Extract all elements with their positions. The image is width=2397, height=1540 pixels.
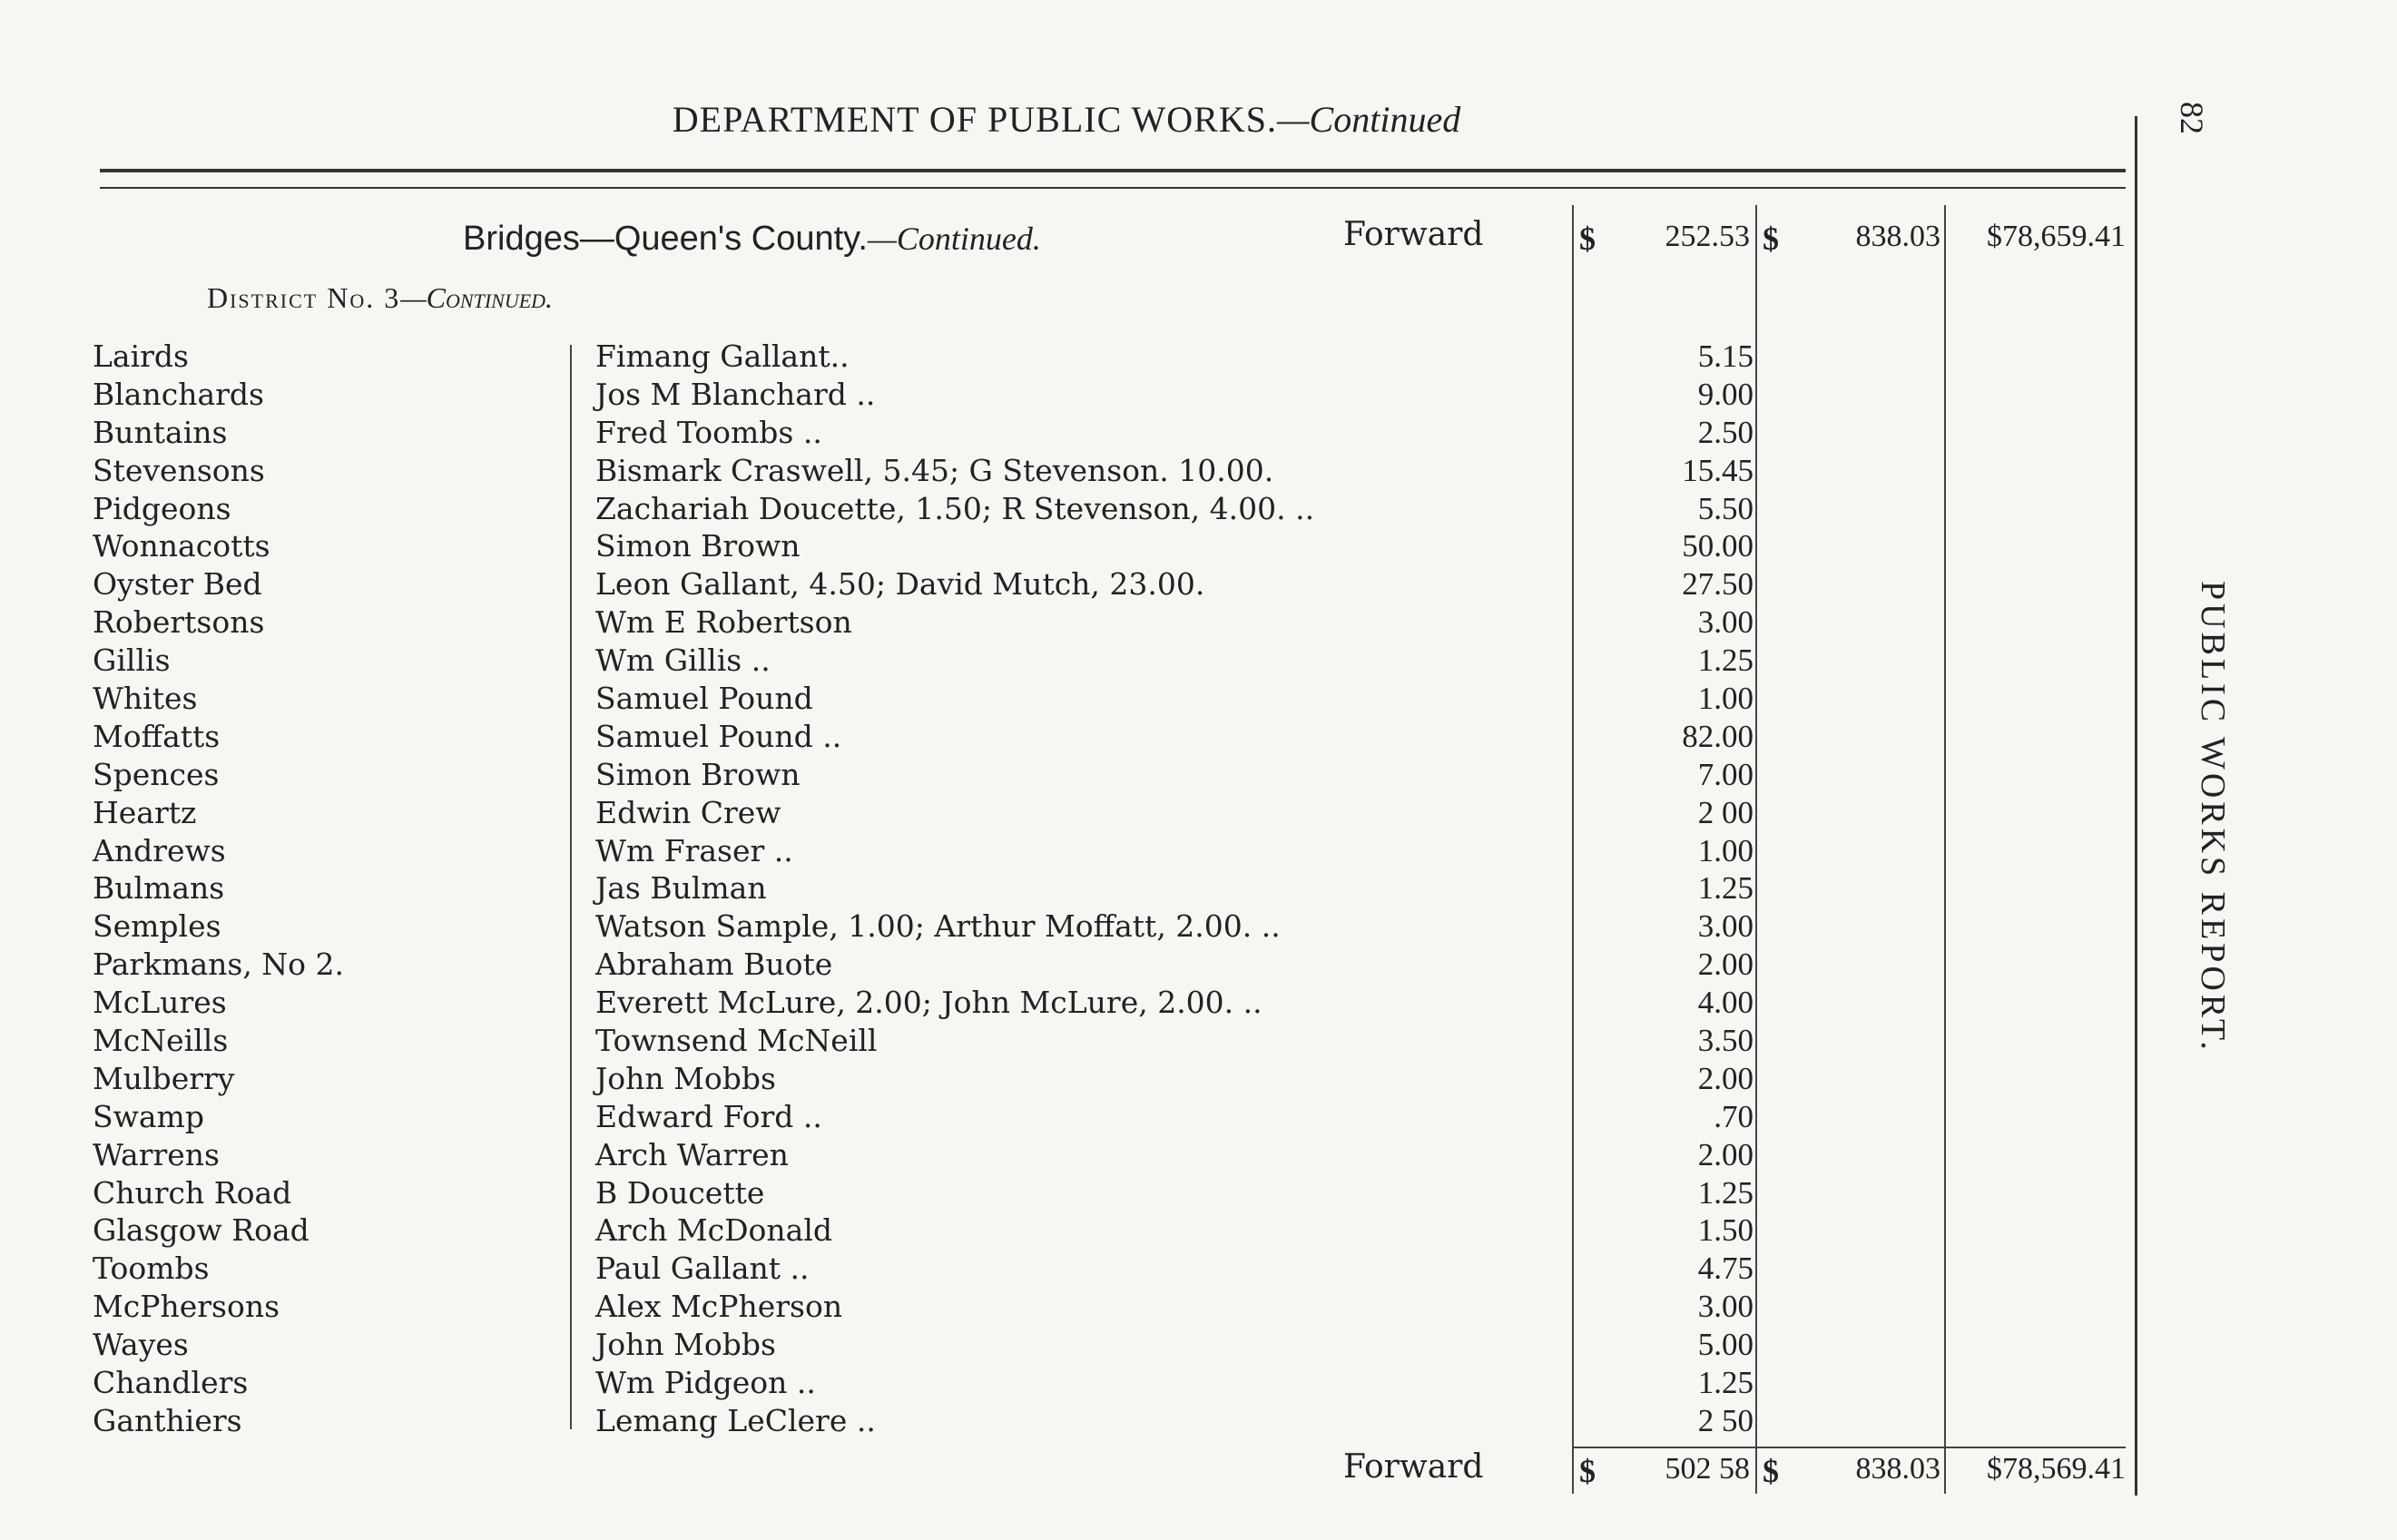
ledger-row	[0, 756, 2133, 794]
forward-amount-1: 252.53	[1665, 220, 1750, 253]
ledger-row	[0, 565, 2133, 603]
row-location: Mulberry	[93, 1060, 235, 1096]
row-payee: B Doucette	[595, 1174, 765, 1211]
section-title-text: Bridges—Queen's County.	[463, 220, 868, 258]
ledger-row	[0, 1098, 2133, 1136]
row-location: Church Road	[93, 1174, 292, 1211]
row-amount: 2.00	[1697, 1060, 1754, 1096]
row-amount: 2.00	[1697, 947, 1754, 983]
ledger-row	[0, 642, 2133, 680]
row-location: Wayes	[93, 1327, 189, 1363]
page-number: 82	[2174, 102, 2210, 134]
row-amount: 4.75	[1697, 1251, 1754, 1287]
row-amount: 3.00	[1697, 1289, 1754, 1325]
row-location: McNeills	[93, 1023, 229, 1059]
row-amount: 3.00	[1697, 908, 1754, 945]
ledger-row	[0, 1288, 2133, 1326]
district-label: District No. 3	[207, 281, 401, 314]
row-location: Heartz	[93, 794, 197, 830]
row-location: Swamp	[93, 1098, 204, 1134]
row-amount: 1.00	[1697, 681, 1754, 717]
row-location: Parkmans, No 2.	[93, 947, 345, 983]
row-location: Whites	[93, 681, 198, 717]
row-payee: Jas Bulman	[595, 870, 767, 907]
side-running-title: PUBLIC WORKS REPORT.	[2194, 581, 2232, 1054]
ledger-row	[0, 832, 2133, 870]
row-amount: 3.50	[1697, 1023, 1754, 1059]
row-payee: Wm Fraser ..	[595, 832, 793, 868]
row-location: Blanchards	[93, 376, 264, 412]
row-payee: Simon Brown	[595, 756, 801, 792]
row-location: Chandlers	[93, 1365, 249, 1401]
forward-total-3: $78,569.41	[1987, 1452, 2126, 1486]
ledger-row	[0, 1022, 2133, 1060]
forward-total-2: 838.03	[1855, 1452, 1940, 1486]
row-payee: Simon Brown	[595, 528, 801, 564]
row-location: McPhersons	[93, 1289, 280, 1325]
ledger-row	[0, 527, 2133, 565]
row-amount: 15.45	[1682, 452, 1754, 488]
row-location: Semples	[93, 908, 221, 945]
row-location: Andrews	[93, 832, 226, 868]
row-payee: Zachariah Doucette, 1.50; R Stevenson, 4.00. ..	[595, 490, 1315, 526]
ledger-row	[0, 1364, 2133, 1402]
row-payee: Wm Pidgeon ..	[595, 1365, 816, 1401]
row-payee: John Mobbs	[595, 1060, 776, 1096]
ledger-row	[0, 490, 2133, 528]
row-amount: 1.25	[1697, 1365, 1754, 1401]
row-amount: 4.00	[1697, 985, 1754, 1021]
forward-amount-3: $78,659.41	[1987, 220, 2126, 253]
row-amount: 5.00	[1697, 1327, 1754, 1363]
row-location: Buntains	[93, 414, 228, 450]
row-location: Moffatts	[93, 718, 221, 754]
district-heading	[207, 281, 553, 315]
row-amount: 2 50	[1697, 1402, 1754, 1438]
row-location: Warrens	[93, 1136, 220, 1172]
row-payee: Watson Sample, 1.00; Arthur Moffatt, 2.00. ..	[595, 908, 1281, 945]
row-location: Lairds	[93, 338, 189, 374]
ledger-row	[0, 1174, 2133, 1212]
row-location: Robertsons	[93, 604, 265, 641]
row-amount: 50.00	[1682, 528, 1754, 564]
row-amount: 5.50	[1697, 490, 1754, 526]
row-payee: Edwin Crew	[595, 794, 781, 830]
ledger-row	[0, 1250, 2133, 1288]
ledger-row	[0, 1136, 2133, 1174]
ledger-row	[0, 984, 2133, 1022]
ledger-row	[0, 680, 2133, 718]
dollar-sign: $	[1579, 221, 1596, 257]
header-title: DEPARTMENT OF PUBLIC WORKS.	[672, 99, 1277, 140]
ledger-row	[0, 603, 2133, 642]
row-payee: Edward Ford ..	[595, 1098, 822, 1134]
header-rule-thin	[100, 187, 2126, 189]
row-location: Bulmans	[93, 870, 225, 907]
row-payee: Townsend McNeill	[595, 1023, 878, 1059]
row-payee: Wm E Robertson	[595, 604, 852, 641]
row-payee: Wm Gillis ..	[595, 642, 771, 679]
ledger-row	[0, 1060, 2133, 1098]
ledger-row	[0, 1326, 2133, 1364]
ledger-rows	[0, 338, 2133, 1440]
page-header	[0, 98, 2133, 141]
section-title	[463, 220, 1041, 259]
row-amount: 9.00	[1697, 376, 1754, 412]
row-amount: 27.50	[1682, 566, 1754, 603]
ledger-row	[0, 869, 2133, 907]
dollar-sign: $	[1763, 1453, 1779, 1489]
row-amount: 1.00	[1697, 832, 1754, 868]
ledger-row	[0, 1211, 2133, 1250]
row-location: Pidgeons	[93, 490, 231, 526]
row-payee: Leon Gallant, 4.50; David Mutch, 23.00.	[595, 566, 1205, 603]
row-location: Toombs	[93, 1251, 210, 1287]
ledger-row	[0, 1402, 2133, 1440]
ledger-row	[0, 718, 2133, 756]
ledger-row	[0, 414, 2133, 452]
row-payee: John Mobbs	[595, 1327, 776, 1363]
ledger-row	[0, 452, 2133, 490]
row-amount: 7.00	[1697, 756, 1754, 792]
row-payee: Arch McDonald	[595, 1212, 833, 1249]
ledger-row	[0, 907, 2133, 946]
row-payee: Jos M Blanchard ..	[595, 376, 876, 412]
row-payee: Samuel Pound	[595, 681, 813, 717]
header-rule	[100, 169, 2126, 172]
row-location: Ganthiers	[93, 1402, 242, 1438]
row-amount: 2.50	[1697, 414, 1754, 450]
row-amount: 5.15	[1697, 338, 1754, 374]
row-location: Oyster Bed	[93, 566, 262, 603]
forward-total-1: 502 58	[1665, 1452, 1750, 1486]
forward-label-bottom: Forward	[1343, 1448, 1484, 1486]
row-payee: Bismark Craswell, 5.45; G Stevenson. 10.00.	[595, 452, 1274, 488]
page-border-line	[2135, 116, 2137, 1496]
row-payee: Abraham Buote	[595, 947, 833, 983]
row-payee: Samuel Pound ..	[595, 718, 842, 754]
dollar-sign: $	[1579, 1453, 1596, 1489]
ledger-row	[0, 946, 2133, 984]
row-amount: 1.50	[1697, 1212, 1754, 1249]
dollar-sign: $	[1763, 221, 1779, 257]
district-continued: —Continued.	[400, 281, 554, 314]
row-payee: Lemang LeClere ..	[595, 1402, 876, 1438]
row-payee: Paul Gallant ..	[595, 1251, 810, 1287]
row-amount: 1.25	[1697, 642, 1754, 679]
row-amount: 3.00	[1697, 604, 1754, 641]
row-location: Wonnacotts	[93, 528, 270, 564]
row-location: Stevensons	[93, 452, 265, 488]
row-payee: Fimang Gallant..	[595, 338, 850, 374]
forward-label-top: Forward	[1343, 216, 1484, 253]
forward-amount-2: 838.03	[1855, 220, 1940, 253]
row-amount: 2.00	[1697, 1136, 1754, 1172]
header-continued: —Continued	[1276, 99, 1461, 140]
row-payee: Arch Warren	[595, 1136, 789, 1172]
total-rule	[1574, 1447, 2126, 1448]
row-amount: 1.25	[1697, 1174, 1754, 1211]
row-amount: .70	[1714, 1098, 1754, 1134]
row-amount: 1.25	[1697, 870, 1754, 907]
row-amount: 2 00	[1697, 794, 1754, 830]
row-amount: 82.00	[1682, 718, 1754, 754]
row-location: Gillis	[93, 642, 171, 679]
ledger-row	[0, 338, 2133, 376]
row-location: Spences	[93, 756, 220, 792]
row-payee: Fred Toombs ..	[595, 414, 822, 450]
row-payee: Alex McPherson	[595, 1289, 843, 1325]
section-continued: —Continued.	[867, 221, 1041, 257]
row-location: McLures	[93, 985, 227, 1021]
ledger-row	[0, 794, 2133, 832]
row-payee: Everett McLure, 2.00; John McLure, 2.00. ..	[595, 985, 1262, 1021]
row-location: Glasgow Road	[93, 1212, 309, 1249]
ledger-row	[0, 376, 2133, 414]
